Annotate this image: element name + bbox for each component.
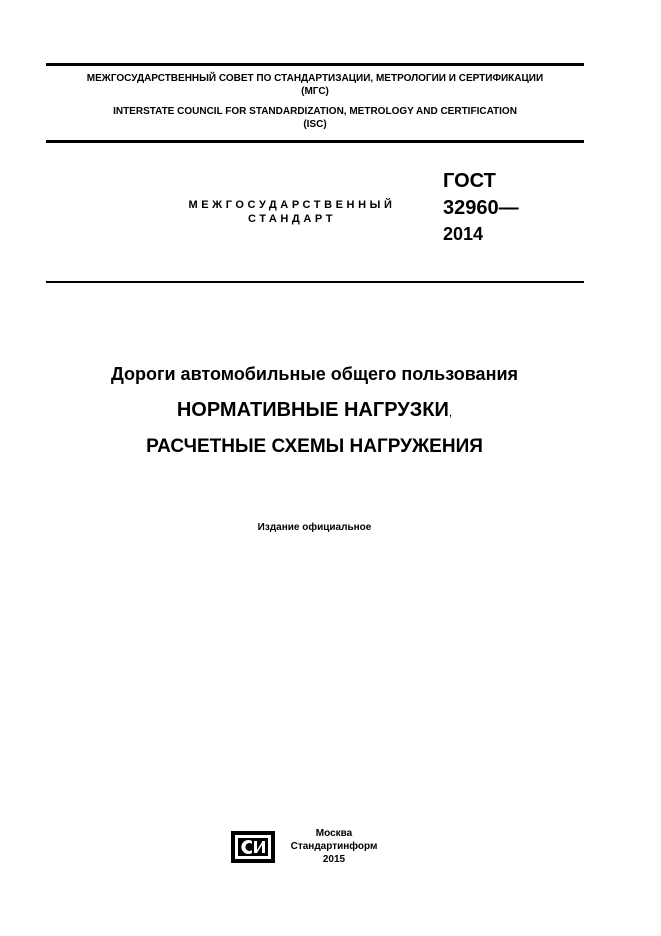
council-name-en: INTERSTATE COUNCIL FOR STANDARDIZATION, METROLOGY AND CERTIFICATION: [113, 106, 517, 117]
bottom-rule: [46, 281, 584, 283]
document-title-line-1: Дороги автомобильные общего пользования: [110, 364, 519, 384]
council-name-ru: МЕЖГОСУДАРСТВЕННЫЙ СОВЕТ ПО СТАНДАРТИЗАЦИИ, МЕТРОЛОГИИ И СЕРТИФИКАЦИИ: [86, 73, 544, 84]
publisher-city: Москва: [315, 828, 353, 839]
publisher-year: 2015: [322, 854, 346, 865]
standartinform-logo-icon: [230, 830, 276, 864]
council-abbr-ru: (МГС): [301, 86, 329, 97]
standard-kind-line-1: МЕЖГОСУДАРСТВЕННЫЙ: [188, 199, 396, 211]
document-title-line-3: РАСЧЕТНЫЕ СХЕМЫ НАГРУЖЕНИЯ: [146, 436, 483, 457]
document-title-line-2-comma: ,: [448, 405, 453, 419]
gost-year: 2014: [443, 224, 484, 244]
council-abbr-en: (ISC): [303, 119, 327, 130]
edition-label: Издание официальное: [257, 522, 372, 533]
gost-number: 32960—: [443, 197, 519, 219]
publisher-name: Стандартинформ: [290, 841, 378, 852]
standard-kind-line-2: СТАНДАРТ: [247, 213, 337, 225]
document-title-line-2: [0, 398, 629, 424]
document-title-line-2-text: НОРМАТИВНЫЕ НАГРУЗКИ: [176, 399, 449, 421]
middle-rule: [46, 140, 584, 143]
gost-prefix: ГОСТ: [443, 170, 496, 192]
top-rule: [46, 63, 584, 66]
